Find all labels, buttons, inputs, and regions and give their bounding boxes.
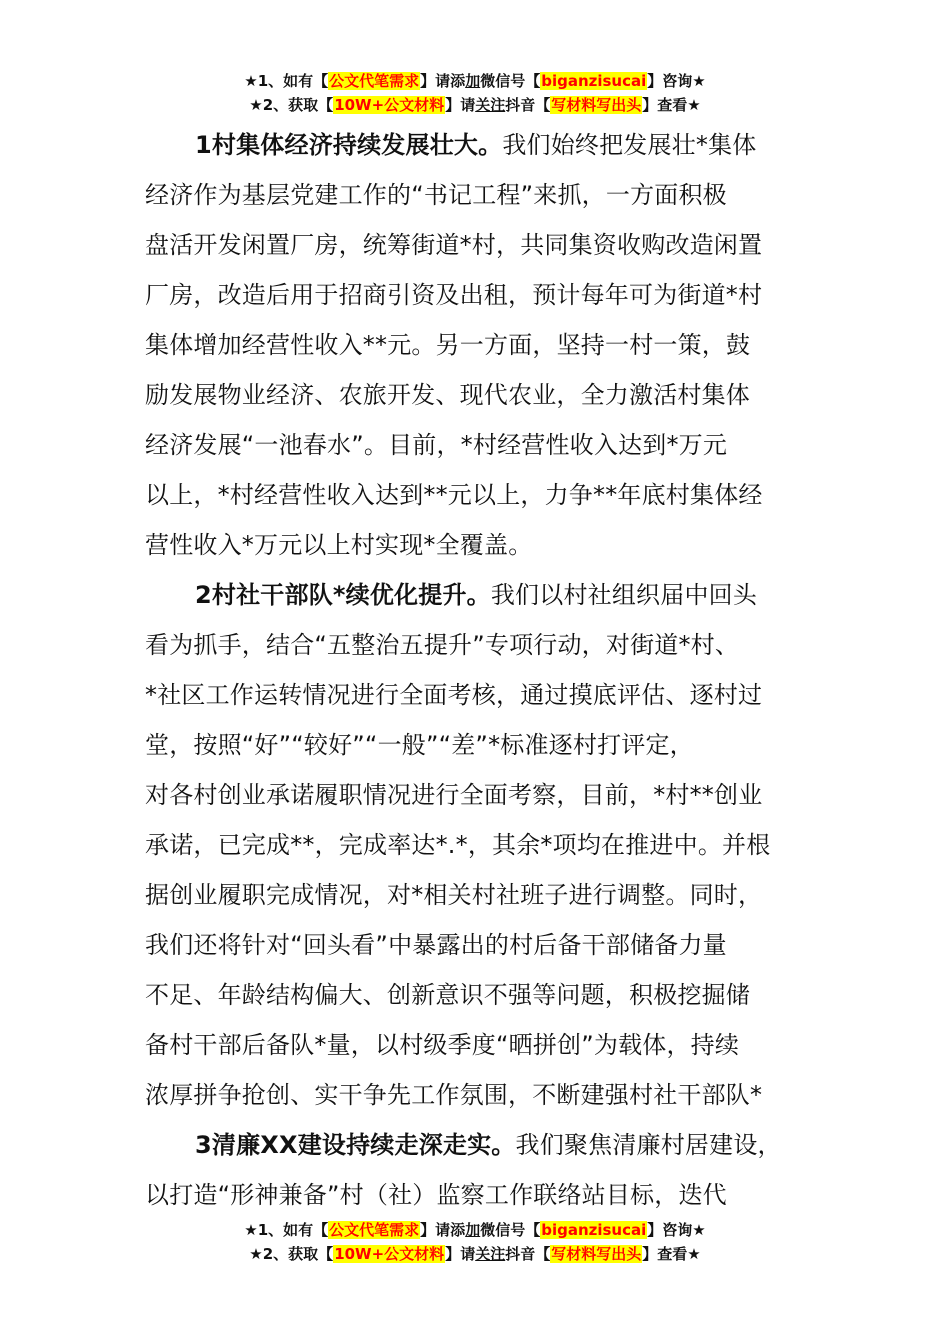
- banner-line-1: [0, 1218, 950, 1242]
- highlight-materials: 10W+公文材料: [334, 96, 445, 114]
- banner-text: 】请添: [420, 72, 466, 90]
- banner-text: 】请: [445, 1245, 476, 1263]
- text-line: 盘活开发闲置厂房，统筹街道*村，共同集资收购改造闲置: [145, 231, 763, 259]
- highlight-service: 公文代笔需求: [329, 72, 420, 90]
- paragraph-1: [145, 120, 845, 570]
- paragraph-2: [145, 570, 845, 1120]
- text-span: 我们聚焦清廉村居建设，: [515, 1131, 782, 1159]
- text-line: 承诺，已完成**，完成率达*.*，其余*项均在推进中。并根: [145, 831, 771, 859]
- banner-text: 】请添: [420, 1221, 466, 1239]
- banner-underlined: 关注: [475, 96, 506, 114]
- text-span: 我们始终把发展壮*集体: [502, 131, 757, 159]
- top-banner: [0, 69, 950, 117]
- banner-text: 】查看★: [642, 1245, 701, 1263]
- text-line: 对各村创业承诺履职情况进行全面考察，目前，*村**创业: [145, 781, 763, 809]
- banner-line-2: [0, 1242, 950, 1266]
- text-line: 不足、年龄结构偏大、创新意识不强等问题，积极挖掘储: [145, 981, 750, 1009]
- banner-text: 微信号【: [480, 1221, 541, 1239]
- banner-text: ★2、获取【: [249, 96, 334, 114]
- text-span: 我们以村社组织届中回头: [490, 581, 758, 609]
- text-line: 看为抓手，结合“五整治五提升”专项行动，对街道*村、: [145, 631, 740, 659]
- text-line: [145, 570, 845, 620]
- text-line: 集体增加经营性收入**元。另一方面，坚持一村一策，鼓: [145, 331, 751, 359]
- paragraph-3: [145, 1120, 845, 1220]
- highlight-douyin: 写材料写出头: [551, 1245, 642, 1263]
- text-line: [145, 120, 845, 170]
- banner-underlined: 加: [465, 72, 481, 90]
- text-line: 浓厚拼争抢创、实干争先工作氛围，不断建强村社干部队*: [145, 1081, 763, 1109]
- text-line: 备村干部后备队*量，以村级季度“晒拼创”为载体，持续: [145, 1031, 740, 1059]
- banner-underlined: 关注: [475, 1245, 506, 1263]
- banner-text: 】咨询★: [647, 1221, 706, 1239]
- text-line: 励发展物业经济、农旅开发、现代农业，全力激活村集体: [145, 381, 750, 409]
- banner-underlined: 加: [465, 1221, 481, 1239]
- banner-text: 】查看★: [642, 96, 701, 114]
- banner-text: 】请: [445, 96, 476, 114]
- text-line: 经济作为基层党建工作的“书记工程”来抓，一方面积极: [145, 181, 727, 209]
- text-line: 以打造“形神兼备”村（社）监察工作联络站目标，迭代: [145, 1181, 727, 1209]
- banner-text: 抖音【: [505, 1245, 551, 1263]
- banner-text: 】咨询★: [647, 72, 706, 90]
- text-line: 营性收入*万元以上村实现*全覆盖。: [145, 531, 533, 559]
- text-line: [145, 1120, 845, 1170]
- paragraph-heading: 3清廉XX建设持续走深走实。: [195, 1131, 516, 1159]
- highlight-douyin: 写材料写出头: [551, 96, 642, 114]
- highlight-wechat-id: biganzisucai: [541, 1221, 647, 1239]
- banner-line-2: [0, 93, 950, 117]
- banner-text: 抖音【: [505, 96, 551, 114]
- banner-text: ★1、如有【: [244, 72, 329, 90]
- text-line: *社区工作运转情况进行全面考核，通过摸底评估、逐村过: [145, 681, 763, 709]
- paragraph-heading: 1村集体经济持续发展壮大。: [195, 131, 503, 159]
- banner-text: 微信号【: [480, 72, 541, 90]
- bottom-banner: [0, 1218, 950, 1266]
- paragraph-heading: 2村社干部队*续优化提升。: [195, 581, 491, 609]
- text-line: 厂房，改造后用于招商引资及出租，预计每年可为街道*村: [145, 281, 763, 309]
- text-line: 我们还将针对“回头看”中暴露出的村后备干部储备力量: [145, 931, 727, 959]
- text-line: 堂，按照“好”“较好”“一般”“差”*标准逐村打评定，: [145, 731, 694, 759]
- banner-text: ★2、获取【: [249, 1245, 334, 1263]
- banner-line-1: [0, 69, 950, 93]
- highlight-wechat-id: biganzisucai: [541, 72, 647, 90]
- text-line: 经济发展“一池春水”。目前，*村经营性收入达到*万元: [145, 431, 728, 459]
- text-line: 以上，*村经营性收入达到**元以上，力争**年底村集体经: [145, 481, 763, 509]
- banner-text: ★1、如有【: [244, 1221, 329, 1239]
- document-body: [145, 120, 845, 1220]
- highlight-service: 公文代笔需求: [329, 1221, 420, 1239]
- text-line: 据创业履职完成情况，对*相关村社班子进行调整。同时，: [145, 881, 763, 909]
- highlight-materials: 10W+公文材料: [334, 1245, 445, 1263]
